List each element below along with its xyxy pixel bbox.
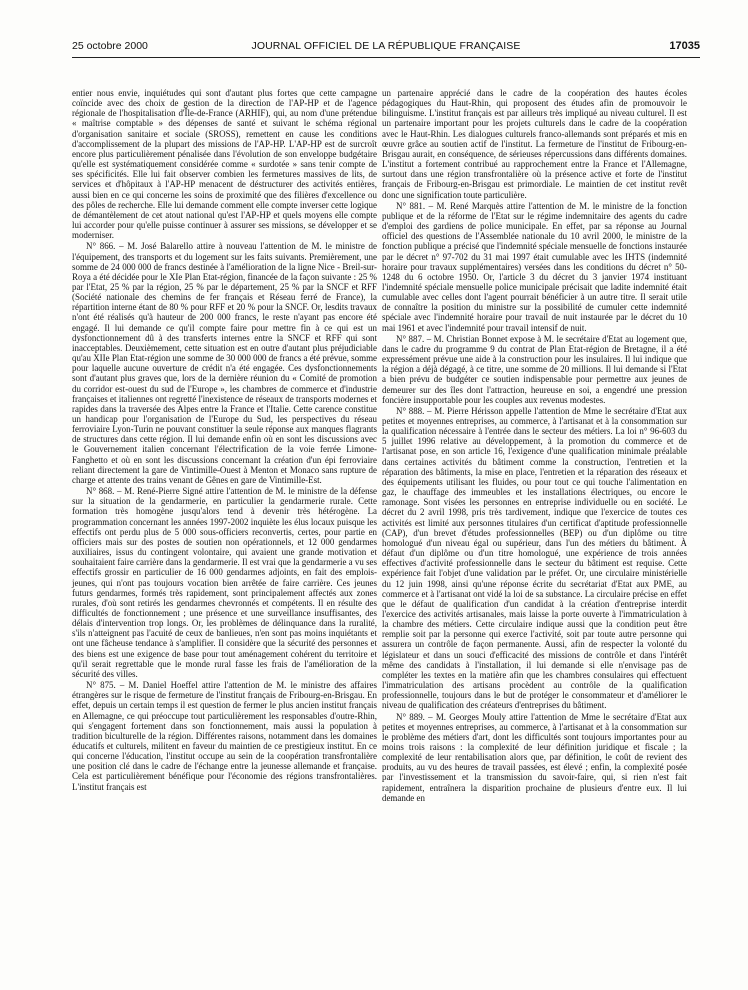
- question-887: N° 887. – M. Christian Bonnet expose à M. le secrétaire d'Etat au logement que, dans le cadre du programme 9 du contrat de Plan Etat-région de Bretagne, il a été expressément prévue une aide à la construction pour les insulaires. Il lui indique que la région a déjà dégagé, à ce titre, une somme de 20 millions. Il lui demande si l'Etat a bien prévu de budgéter ce soutien indispensable pour permettre aux jeunes de demeurer sur des îles dont l'attraction, heureuse en soi, a engendré une pression foncière insupportable pour les couples aux revenus modestes.: [382, 333, 687, 405]
- question-888: N° 888. – M. Pierre Hérisson appelle l'attention de Mme le secrétaire d'Etat aux petites et moyennes entreprises, au commerce, à l'artisanat et à la consommation sur la qualification nécessaire à l'entrée dans le secteur des métiers. La loi n° 96-603 du 5 juillet 1996 relative au développement, à la promotion du commerce et de l'artisanat pose, en son article 16, l'exigence d'une qualification minimale préalable dans certaines activités du bâtiment comme la construction, l'entretien et la réparation des bâtiments, la mise en place, l'entretien et la réparation des réseaux et des équipements utilisant les fluides, ou pour tout ce qui touche l'alimentation en gaz, le chauffage des immeubles et les installations électriques, ou encore le ramonage. Sont visées les personnes en entreprise individuelle ou en société. Le décret du 2 avril 1998, pris très tardivement, indique que l'exercice de toutes ces activités est limité aux personnes titulaires d'un certificat d'aptitude professionnelle (CAP), d'un brevet d'études professionnelles (BEP) ou d'un diplôme ou titre homologué d'un niveau égal ou supérieur, dans l'un des métiers du bâtiment. À défaut d'un diplôme ou d'un titre homologué, une expérience de trois années effectives d'activité professionnelle dans le secteur du bâtiment est requise. Cette expérience fait l'objet d'une validation par le préfet. Or, une circulaire ministérielle du 12 juin 1998, ainsi qu'une réponse écrite du secrétariat d'Etat aux PME, au commerce et à l'artisanat ont vidé la loi de sa substance. La circulaire précise en effet que le défaut de qualification d'un candidat à la création d'entreprise interdit l'exercice des activités artisanales, mais laisse la porte ouverte à l'immatriculation à la chambre des métiers. Cette circulaire indique aussi que la condition peut être remplie soit par la personne qui exerce l'activité, soit par toute autre personne qui assurera un contrôle de façon permanente. Aussi, afin de respecter la volonté du législateur et dans un souci d'efficacité des missions de contrôle et dans l'intérêt même des candidats à l'installation, il lui demande si elle n'envisage pas de compléter les textes en la matière afin que les chambres consulaires qui effectuent l'immatriculation des artisans procèdent au contrôle de la qualification professionnelle, toujours dans le but de protéger le consommateur et d'améliorer le niveau de qualification des créateurs d'entreprises du bâtiment.: [382, 405, 687, 711]
- question-paragraph: un partenaire apprécié dans le cadre de la coopération des hautes écoles pédagogiques du Haut-Rhin, qui proposent des études afin de promouvoir le bilinguisme. L'institut français est par ailleurs très impliqué au niveau culturel. Il est un partenaire important pour les projets culturels dans le cadre de la coopération avec le Haut-Rhin. Les dialogues culturels franco-allemands sont préparés et mis en œuvre grâce au soutien actif de l'institut. La fermeture de l'institut de Fribourg-en-Brisgau aurait, en conséquence, de sérieuses répercussions dans différents domaines. L'institut a fortement contribué au rapprochement entre la France et l'Allemagne, surtout dans une région transfrontalière où la présence active et forte de l'institut français de Fribourg-en-Brisgau est primordiale. Le maintien de cet institut revêt donc une signification toute particulière.: [382, 88, 687, 200]
- page-number: 17035: [669, 40, 700, 52]
- question-866: N° 866. – M. José Balarello attire à nouveau l'attention de M. le ministre de l'équipement, des transports et du logement sur les faits suivants. Premièrement, une somme de 24 000 000 de francs destinée à l'amélioration de la ligne Nice - Breil-sur-Roya a été décidée pour le XIe Plan Etat-région, financée de la façon suivante : 25 % par l'Etat, 25 % par la région, 25 % par le département, 25 % par la SNCF et RFF (Société nationale des chemins de fer français et Réseau ferré de France), la répartition interne étant de 80 % pour RFF et 20 % pour la SNCF. Or, lesdits travaux n'ont été réalisés qu'à hauteur de 200 000 francs, le reste n'ayant pas encore été engagé. Il lui demande ce qu'il compte faire pour mettre fin à ce qui est un dysfonctionnement dû à des transferts internes entre la SNCF et RFF qui sont inacceptables. Deuxièmement, cette situation est en outre d'autant plus préjudiciable qu'au XIIe Plan Etat-région une somme de 30 000 000 de francs a été prévue, somme pour laquelle aucune ouverture de crédit n'a été engagée. Ces dysfonctionnements sont d'autant plus graves que, lors de la dernière réunion du « Comité de promotion du corridor est-ouest du sud de l'Europe », les chambres de commerce et d'industrie françaises et italiennes ont regretté l'inexistence de réseaux de transports modernes et rapides dans la traversée des Alpes entre la France et l'Italie. Cette carence constitue un handicap pour l'organisation de l'Europe du Sud, les perspectives du réseau ferroviaire Lyon-Turin ne pouvant constituer la seule réponse aux manques flagrants de structures dans cette région. Il lui demande enfin où en sont les discussions avec le Gouvernement italien concernant l'électrification de la voie ferrée Limone-Fanghetto et où en sont les discussions concernant la création d'un épi ferroviaire reliant directement la gare de Vintimille-Ouest à Menton et Monaco sans rupture de charge et attente des trains venant de Gênes en gare de Vintimille-Est.: [72, 241, 377, 485]
- journal-title: JOURNAL OFFICIEL DE LA RÉPUBLIQUE FRANÇAISE: [251, 40, 521, 52]
- right-column: [382, 88, 687, 803]
- left-column: [72, 88, 377, 792]
- issue-date: 25 octobre 2000: [72, 40, 148, 52]
- question-paragraph: entier nous envie, inquiétudes qui sont d'autant plus fortes que cette campagne coïncide avec des choix de gestion de la direction de l'AP-HP et de l'agence régionale de l'hospitalisation d'Île-de-France (ARHIF), qui, au nom d'une prétendue « maîtrise comptable » des dépenses de santé et suivant le schéma régional d'organisation sanitaire et sociale (SROSS), remettent en cause les conditions d'accomplissement de la plupart des missions de l'AP-HP. L'AP-HP est de surcroît encore plus particulièrement pénalisée dans l'évolution de son enveloppe budgétaire qu'elle est systématiquement considérée comme « surdotée » sans tenir compte de ses spécificités. Elle lui fait observer combien les fermetures massives de lits, de services et d'hôpitaux à l'AP-HP menacent de déstructurer des activités entières, aussi bien en ce qui concerne les soins de proximité que des filières d'excellence ou des pôles de recherche. Elle lui demande comment elle compte inverser cette logique de démantèlement de cet atout national qu'est l'AP-HP et quels moyens elle compte lui accorder pour qu'elle puisse continuer à assurer ses missions, se développer et se moderniser.: [72, 88, 377, 241]
- question-868: N° 868. – M. René-Pierre Signé attire l'attention de M. le ministre de la défense sur la situation de la gendarmerie, en particulier la gendarmerie rurale. Cette formation très homogène jusqu'alors tend à devenir très hétérogène. La programmation concernant les années 1997-2002 inquiète les élus locaux puisque les effectifs ont perdu plus de 5 000 sous-officiers reconvertis, certes, pour partie en officiers mais sur des postes de soutien non opérationnels, et 12 000 gendarmes auxiliaires, issus du contingent volontaire, qui avaient une grande motivation et souhaitaient faire carrière dans la gendarmerie. Il est vrai que la gendarmerie a vu ses effectifs grossir en particulier de 16 000 gendarmes adjoints, en fait des emplois-jeunes, qui n'ont pas toujours vocation bien arrêtée de faire carrière. Ces jeunes futurs gendarmes, formés très rapidement, sont principalement affectés aux zones rurales, d'où sont retirés les gendarmes chevronnés et compétents. Il en résulte des difficultés de fonctionnement ; une présence et une surveillance insuffisantes, des délais d'intervention trop longs. Or, les problèmes de délinquance dans la ruralité, s'ils n'atteignent pas l'acuité de ceux de banlieues, n'en sont pas moins inquiétants et ont une fâcheuse tendance à s'amplifier. Il considère que la sécurité des personnes et des biens est une exigence de base pour tout aménagement cohérent du territoire et qu'il serait regrettable que le monde rural fasse les frais de l'amélioration de la sécurité des villes.: [72, 486, 377, 679]
- page-header: [72, 40, 700, 54]
- question-875: N° 875. – M. Daniel Hoeffel attire l'attention de M. le ministre des affaires étrangères sur le risque de fermeture de l'institut français de Fribourg-en-Brisgau. En effet, depuis un certain temps il est question de fermer le plus ancien institut français en Allemagne, ce qui préoccupe tout particulièrement les responsables d'outre-Rhin, qui s'engagent fortement dans son fonctionnement, mais aussi la population à tradition biculturelle de la région. Différentes raisons, notamment dans les domaines éducatifs et culturels, militent en faveur du maintien de ce prestigieux institut. En ce qui concerne l'éducation, l'institut occupe au sein de la coopération transfrontalière une position clé dans le cadre de l'échange entre la jeunesse allemande et française. Cela est particulièrement bénéfique pour l'économie des régions transfrontalières. L'institut français est: [72, 680, 377, 792]
- question-889: N° 889. – M. Georges Mouly attire l'attention de Mme le secrétaire d'Etat aux petites et moyennes entreprises, au commerce, à l'artisanat et à la consommation sur le problème des métiers d'art, dont les difficultés sont toujours importantes pour au moins trois raisons : la complexité de leur définition juridique et fiscale ; la complexité de leur rentabilisation alors que, par définition, le coût de revient des produits, au vu des heures de travail passées, est élevé ; enfin, la complexité posée par l'investissement et la transmission du savoir-faire, qui, si rien n'est fait rapidement, entraînera la disparition prochaine de plusieurs d'entre eux. Il lui demande en: [382, 711, 687, 803]
- question-881: N° 881. – M. René Marquès attire l'attention de M. le ministre de la fonction publique et de la réforme de l'Etat sur le régime indemnitaire des agents du cadre d'emploi des gardiens de police municipale. En effet, par sa réponse au Journal officiel des questions de l'Assemblée nationale du 10 avril 2000, le ministre de la fonction publique a précisé que l'indemnité spéciale mensuelle de fonctions instaurée par le décret n° 97-702 du 31 mai 1997 était cumulable avec les IHTS (indemnité horaire pour travaux supplémentaires) versées dans les conditions du décret n° 50-1248 du 6 octobre 1950. Or, l'article 3 du décret du 3 janvier 1974 instituant l'indemnité spéciale mensuelle police municipale précisait que ladite indemnité était cumulable avec celles dont l'agent pourrait bénéficier à un autre titre. Il serait utile de connaître la position du ministre sur la possibilité de cumuler cette indemnité spéciale avec l'indemnité horaire pour travail de nuit instaurée par le décret du 10 mai 1961 et avec l'indemnité pour travail intensif de nuit.: [382, 200, 687, 333]
- header-rule: [72, 57, 700, 58]
